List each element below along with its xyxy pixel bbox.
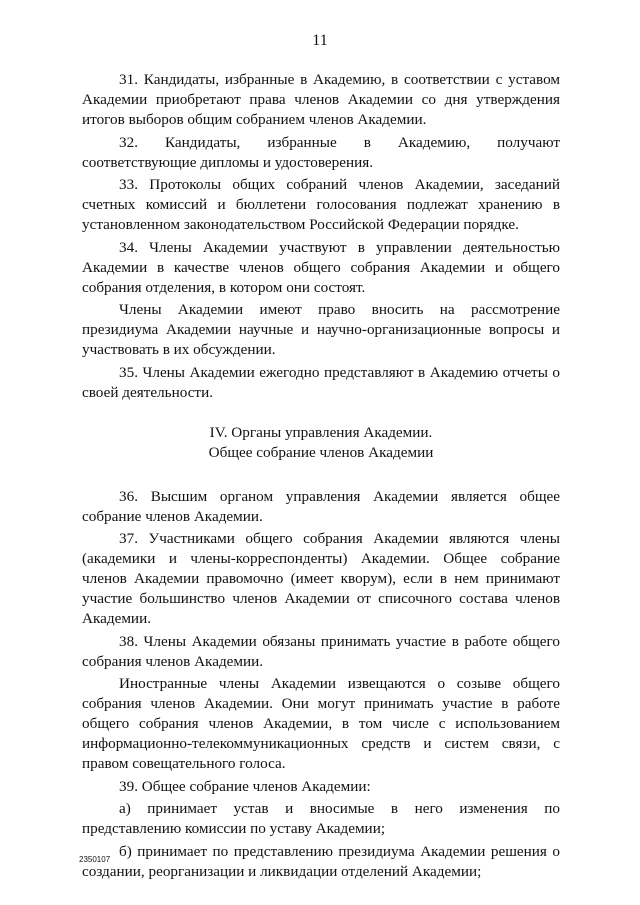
paragraph-32: 32. Кандидаты, избранные в Академию, получают соответствующие дипломы и удостоверения. (82, 133, 560, 171)
paragraph-35: 35. Члены Академии ежегодно представляют в Академию отчеты о своей деятельности. (82, 363, 560, 401)
paragraph-34: 34. Члены Академии участвуют в управлении деятельностью Академии в качестве членов общего собрания Академии и общего собрания отделения, в котором они состоят. (82, 238, 560, 296)
paragraph-38: 38. Члены Академии обязаны принимать участие в работе общего собрания членов Академии. (82, 632, 560, 670)
paragraph-31: 31. Кандидаты, избранные в Академию, в соответствии с уставом Академии приобретают права членов Академии со дня утверждения итогов выборов общим собранием членов Академии. (82, 71, 560, 128)
paragraph-39-item-b: б) принимает по представлению президиума Академии решения о создании, реорганизации и ликвидации отделений Академии; (82, 842, 560, 880)
paragraph-37: 37. Участниками общего собрания Академии являются члены (академики и члены-корреспонденты) Академии. Общее собрание членов Академии правомочно (имеет кворум), если в нем принимают участие большинство членов Академии от списочного состава членов Академии. (82, 530, 560, 627)
paragraph-34-continued: Члены Академии имеют право вносить на рассмотрение президиума Академии научные и научно-организационные вопросы и участвовать в их обсуждении. (82, 301, 560, 358)
section-heading-title: IV. Органы управления Академии. (209, 423, 433, 441)
section-heading (82, 423, 560, 463)
paragraph-36: 36. Высшим органом управления Академии является общее собрание членов Академии. (82, 487, 560, 525)
section-heading-subtitle: Общее собрание членов Академии (208, 443, 434, 461)
document-body (82, 70, 560, 884)
paragraph-33: 33. Протоколы общих собраний членов Академии, заседаний счетных комиссий и бюллетени голосования подлежат хранению в установленном законодательством Российской Федерации порядке. (82, 176, 560, 233)
paragraph-39-item-a: а) принимает устав и вносимые в него изменения по представлению комиссии по уставу Академии; (82, 800, 560, 837)
paragraph-38-continued: Иностранные члены Академии извещаются о созыве общего собрания членов Академии. Они могут принимать участие в работе общего собрания членов Академии, в том числе с использованием информационно-телекоммуникационных средств и систем связи, с правом совещательного голоса. (82, 675, 560, 772)
page-number: 11 (312, 32, 328, 49)
paragraph-39: 39. Общее собрание членов Академии: (119, 777, 371, 795)
document-code: 2350107 (79, 855, 111, 864)
